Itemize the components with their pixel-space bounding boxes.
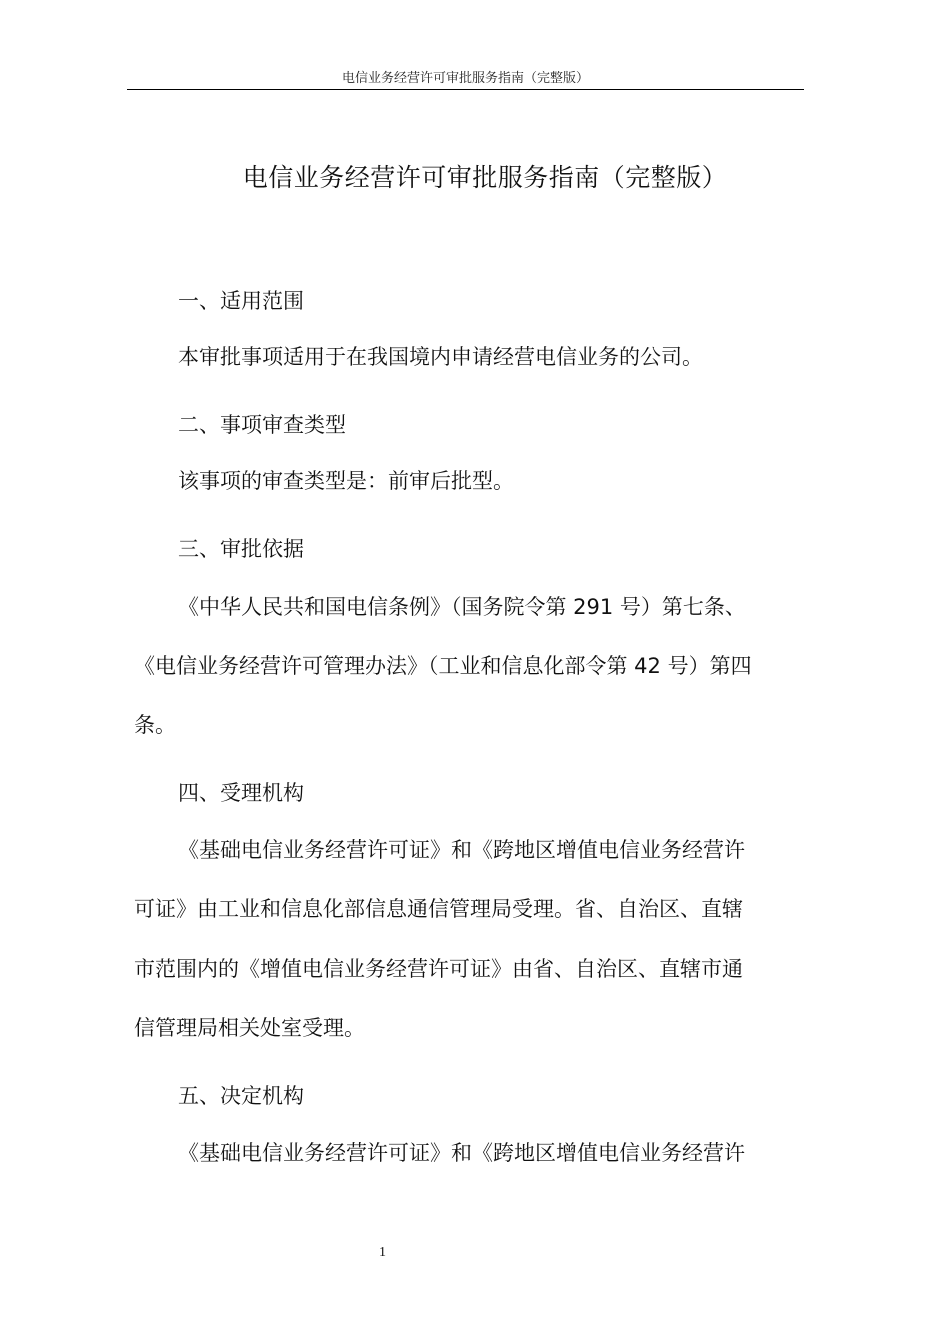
paragraph-line: 本审批事项适用于在我国境内申请经营电信业务的公司。: [178, 345, 703, 369]
running-header: 电信业务经营许可审批服务指南（完整版）: [127, 70, 804, 90]
paragraph-line: 市范围内的《增值电信业务经营许可证》由省、自治区、直辖市通: [134, 957, 743, 981]
paragraph-line: 《中华人民共和国电信条例》（国务院令第 291 号）第七条、: [178, 595, 746, 619]
page-number: 1: [379, 1245, 386, 1260]
paragraph-line: 《基础电信业务经营许可证》和《跨地区增值电信业务经营许: [178, 838, 745, 862]
section-heading-legal-basis: 三、审批依据: [178, 537, 304, 561]
paragraph-line: 信管理局相关处室受理。: [134, 1016, 365, 1040]
document-title: 电信业务经营许可审批服务指南（完整版）: [242, 163, 728, 192]
section-heading-review-type: 二、事项审查类型: [178, 413, 346, 437]
section-heading-accepting-agency: 四、受理机构: [178, 781, 304, 805]
paragraph-line: 可证》由工业和信息化部信息通信管理局受理。省、自治区、直辖: [134, 897, 743, 921]
section-heading-scope: 一、适用范围: [178, 289, 304, 313]
paragraph-line: 条。: [134, 713, 176, 737]
paragraph-line: 《电信业务经营许可管理办法》（工业和信息化部令第 42 号）第四: [134, 654, 752, 678]
section-heading-decision-agency: 五、决定机构: [178, 1084, 304, 1108]
paragraph-line: 《基础电信业务经营许可证》和《跨地区增值电信业务经营许: [178, 1141, 745, 1165]
paragraph-line: 该事项的审查类型是：前审后批型。: [178, 469, 514, 493]
